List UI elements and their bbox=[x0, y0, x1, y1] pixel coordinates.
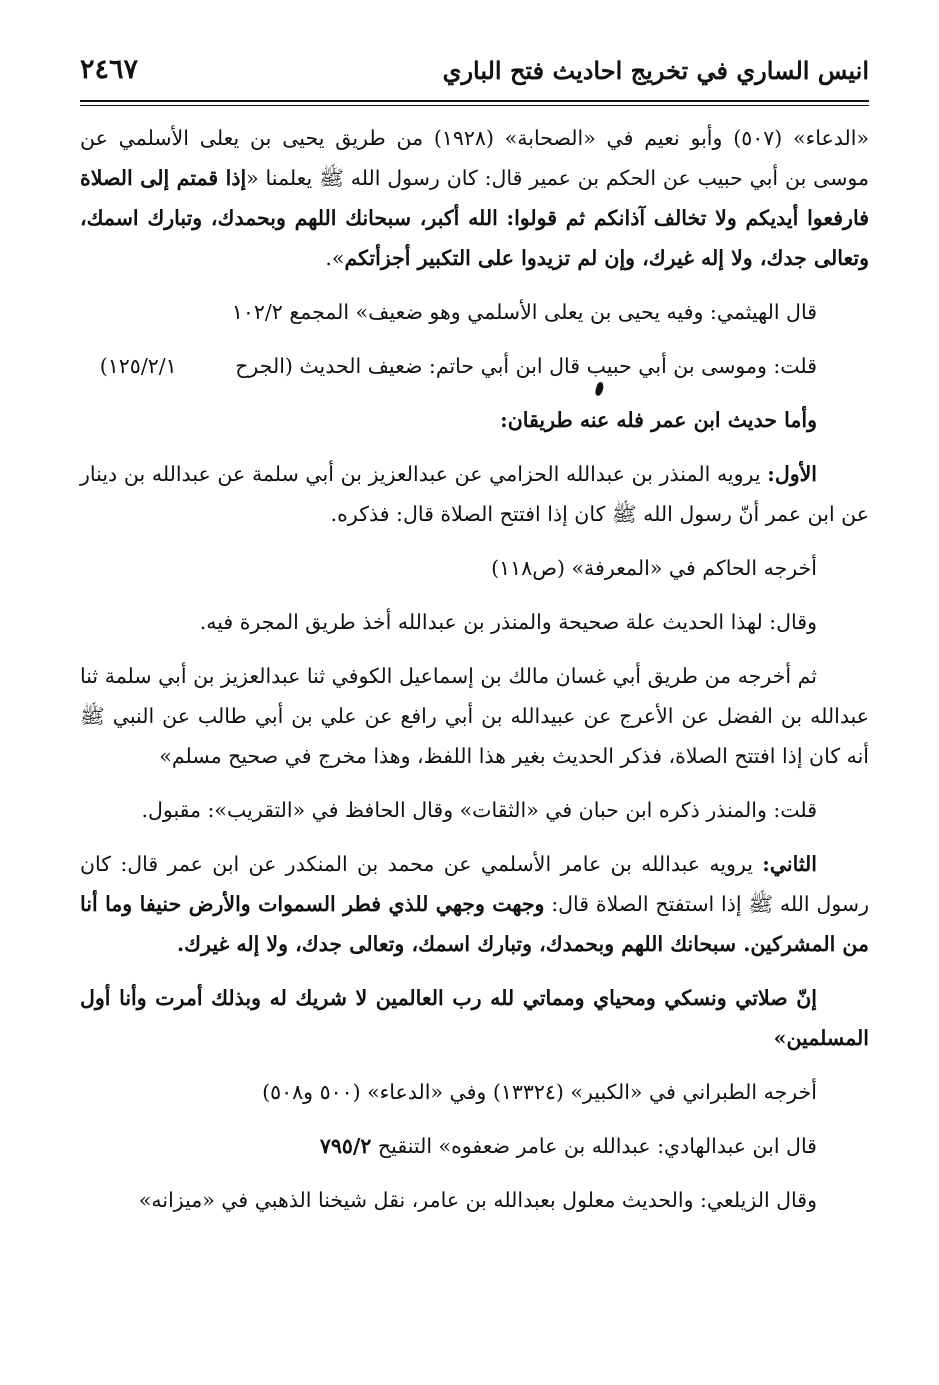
header-rule bbox=[80, 100, 869, 102]
paragraph-8: ثم أخرجه من طريق أبي غسان مالك بن إسماعيل الكوفي ثنا عبدالعزيز بن أبي سلمة ثنا عبدالله بن الفضل عن الأعرج عن عبيدالله بن أبي رافع عن علي بن أبي طالب عن النبي ﷺ أنه كان إذا افتتح الصلاة، فذكر الحديث بغير هذا اللفظ، وهذا مخرج في صحيح مسلم» bbox=[80, 664, 869, 768]
paragraph-13-text: قال ابن عبدالهادي: عبدالله بن عامر ضعفوه» التنقيح bbox=[371, 1134, 817, 1158]
paragraph-14: وقال الزيلعي: والحديث معلول بعبدالله بن عامر، نقل شيخنا الذهبي في «ميزانه» bbox=[138, 1188, 817, 1212]
paragraph-10 bbox=[80, 844, 869, 964]
paragraph-3 bbox=[80, 346, 869, 386]
page-number: ٢٤٦٧ bbox=[80, 54, 139, 85]
paragraph-1-text: «الدعاء» (٥٠٧) وأبو نعيم في «الصحابة» (١٩٢٨) من طريق يحيى بن يعلى الأسلمي عن موسى بن أبي حبيب عن الحكم بن عمير قال: كان رسول الله ﷺ يعلمنا « bbox=[80, 126, 870, 190]
paragraph-5-text: يرويه المنذر بن عبدالله الحزامي عن عبدالعزيز بن أبي سلمة عن عبدالله بن دينار عن ابن عمر أنّ رسول الله ﷺ كان إذا افتتح الصلاة قال: فذكره. bbox=[80, 462, 869, 526]
paragraph-13 bbox=[80, 1126, 869, 1166]
main-text bbox=[80, 118, 869, 1234]
hadith-quote-1: إذا قمتم إلى الصلاة فارفعوا أيديكم ولا تخالف آذانكم ثم قولوا: الله أكبر، سبحانك اللهم وبحمدك، وتبارك اسمك، وتعالى جدك، ولا إله غيرك، وإن لم تزيدوا على التكبير أجزأتكم bbox=[80, 166, 869, 270]
paragraph-12: أخرجه الطبراني في «الكبير» (١٣٣٢٤) وفي «الدعاء» (٥٠٠ و٥٠٨) bbox=[262, 1080, 817, 1104]
running-title: انيس الساري في تخريج احاديث فتح الباري bbox=[442, 56, 869, 85]
paragraph-6: أخرجه الحاكم في «المعرفة» (ص١١٨) bbox=[491, 556, 817, 580]
section-heading: وأما حديث ابن عمر فله عنه طريقان: bbox=[500, 408, 817, 432]
paragraph-3-ref: ١٢٥/٢/١) bbox=[99, 354, 177, 378]
paragraph-2: قال الهيثمي: وفيه يحيى بن يعلى الأسلمي وهو ضعيف» المجمع ١٠٢/٢ bbox=[231, 300, 817, 324]
paragraph-7: وقال: لهذا الحديث علة صحيحة والمنذر بن عبدالله أخذ طريق المجرة فيه. bbox=[199, 610, 817, 634]
hadith-quote-3: إنّ صلاتي ونسكي ومحياي ومماتي لله رب العالمين لا شريك له وبذلك أمرت وأنا أول المسلمين» bbox=[80, 986, 869, 1050]
paragraph-5-lead: الأول: bbox=[767, 462, 817, 486]
paragraph-13-ref: ٧٩٥/٢ bbox=[319, 1134, 372, 1158]
hadith-quote-2: وجهت وجهي للذي فطر السموات والأرض حنيفا وما أنا من المشركين. سبحانك اللهم وبحمدك، وتبارك اسمك، وتعالى جدك، ولا إله غيرك. bbox=[80, 892, 869, 956]
paragraph-1-end: ». bbox=[325, 246, 345, 270]
paragraph-9: قلت: والمنذر ذكره ابن حبان في «الثقات» وقال الحافظ في «التقريب»: مقبول. bbox=[141, 798, 817, 822]
paragraph-1 bbox=[80, 118, 869, 278]
paragraph-10-lead: الثاني: bbox=[762, 852, 817, 876]
paragraph-5 bbox=[80, 454, 869, 534]
header-rule-thin bbox=[80, 105, 869, 106]
paragraph-3-text: قلت: وموسى بن أبي حبيب قال ابن أبي حاتم: ضعيف الحديث (الجرح bbox=[235, 354, 817, 378]
page-header bbox=[80, 52, 869, 96]
paragraph-10-text: يرويه عبدالله بن عامر الأسلمي عن محمد بن المنكدر عن ابن عمر قال: كان رسول الله ﷺ إذا استفتح الصلاة قال: bbox=[80, 852, 869, 916]
